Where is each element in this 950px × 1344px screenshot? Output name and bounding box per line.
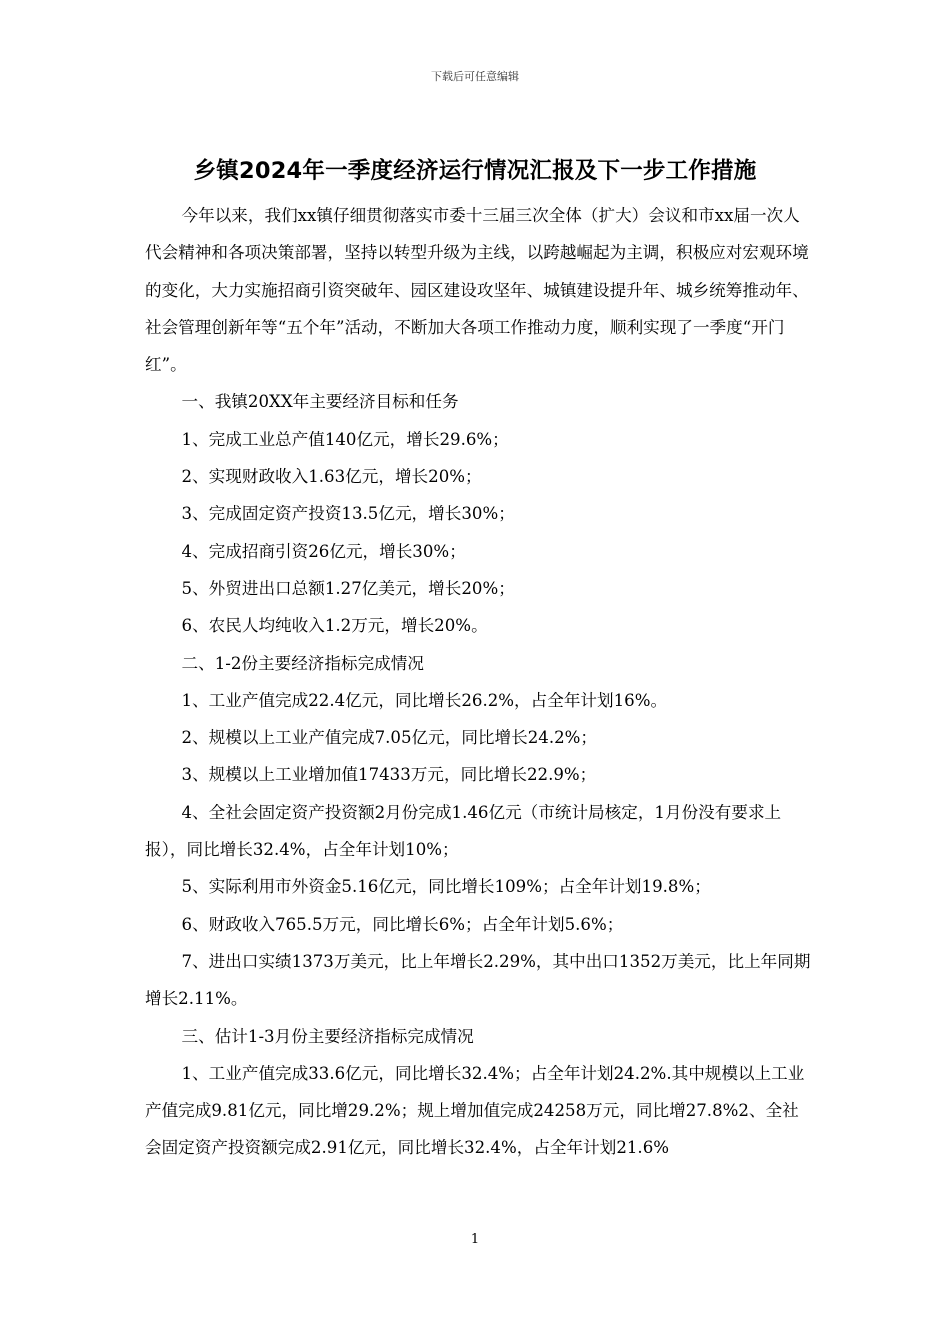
list-item: 6、财政收入765.5万元，同比增长6%；占全年计划5.6%； (181, 914, 624, 934)
paragraph-intro: 今年以来，我们xx镇仔细贯彻落实市委十三届三次全体（扩大）会议和市xx届一次人代会精神和各项决策部署，坚持以转型升级为主线，以跨越崛起为主调，积极应对宏观环境的变化，大力实施招商引资突破年、园区建设攻坚年、城镇建设提升年、城乡统筹推动年、社会管理创新年等“五个年”活动，不断加大各项工作推动力度，顺利实现了一季度“开门红”。 (145, 206, 809, 375)
section-heading: 三、估计1-3月份主要经济指标完成情况 (181, 1026, 474, 1046)
list-item: 3、完成固定资产投资13.5亿元，增长30%； (181, 504, 515, 524)
list-item: 1、工业产值完成33.6亿元，同比增长32.4%；占全年计划24.2%.其中规模以上工业产值完成9.81亿元，同比增29.2%；规上增加值完成24258万元，同比增27.8%2、全社会固定资产投资额完成2.91亿元，同比增长32.4%，占全年计划21.6% (145, 1063, 805, 1158)
section-heading: 一、我镇20XX年主要经济目标和任务 (181, 392, 459, 412)
list-item: 5、实际利用市外资金5.16亿元，同比增长109%；占全年计划19.8%； (181, 877, 711, 897)
document-body (145, 197, 813, 1167)
section-heading: 二、1-2份主要经济指标完成情况 (181, 653, 424, 673)
document-title: 乡镇2024年一季度经济运行情况汇报及下一步工作措施 (193, 158, 757, 184)
page-header-note: 下载后可任意编辑 (431, 70, 519, 83)
list-item: 7、进出口实绩1373万美元，比上年增长2.29%，其中出口1352万美元，比上年同期增长2.11%。 (145, 951, 811, 1009)
list-item: 2、实现财政收入1.63亿元，增长20%； (181, 467, 482, 487)
list-item: 2、规模以上工业产值完成7.05亿元，同比增长24.2%； (181, 728, 598, 748)
list-item: 3、规模以上工业增加值17433万元，同比增长22.9%； (181, 765, 597, 785)
list-item: 1、工业产值完成22.4亿元，同比增长26.2%，占全年计划16%。 (181, 690, 668, 710)
list-item: 1、完成工业总产值140亿元，增长29.6%； (181, 429, 509, 449)
list-item: 6、农民人均纯收入1.2万元，增长20%。 (181, 616, 488, 636)
list-item: 4、完成招商引资26亿元，增长30%； (181, 541, 466, 561)
list-item: 5、外贸进出口总额1.27亿美元，增长20%； (181, 578, 515, 598)
list-item: 4、全社会固定资产投资额2月份完成1.46亿元（市统计局核定，1月份没有要求上报），同比增长32.4%，占全年计划10%； (145, 802, 782, 860)
page-number: 1 (470, 1232, 480, 1247)
